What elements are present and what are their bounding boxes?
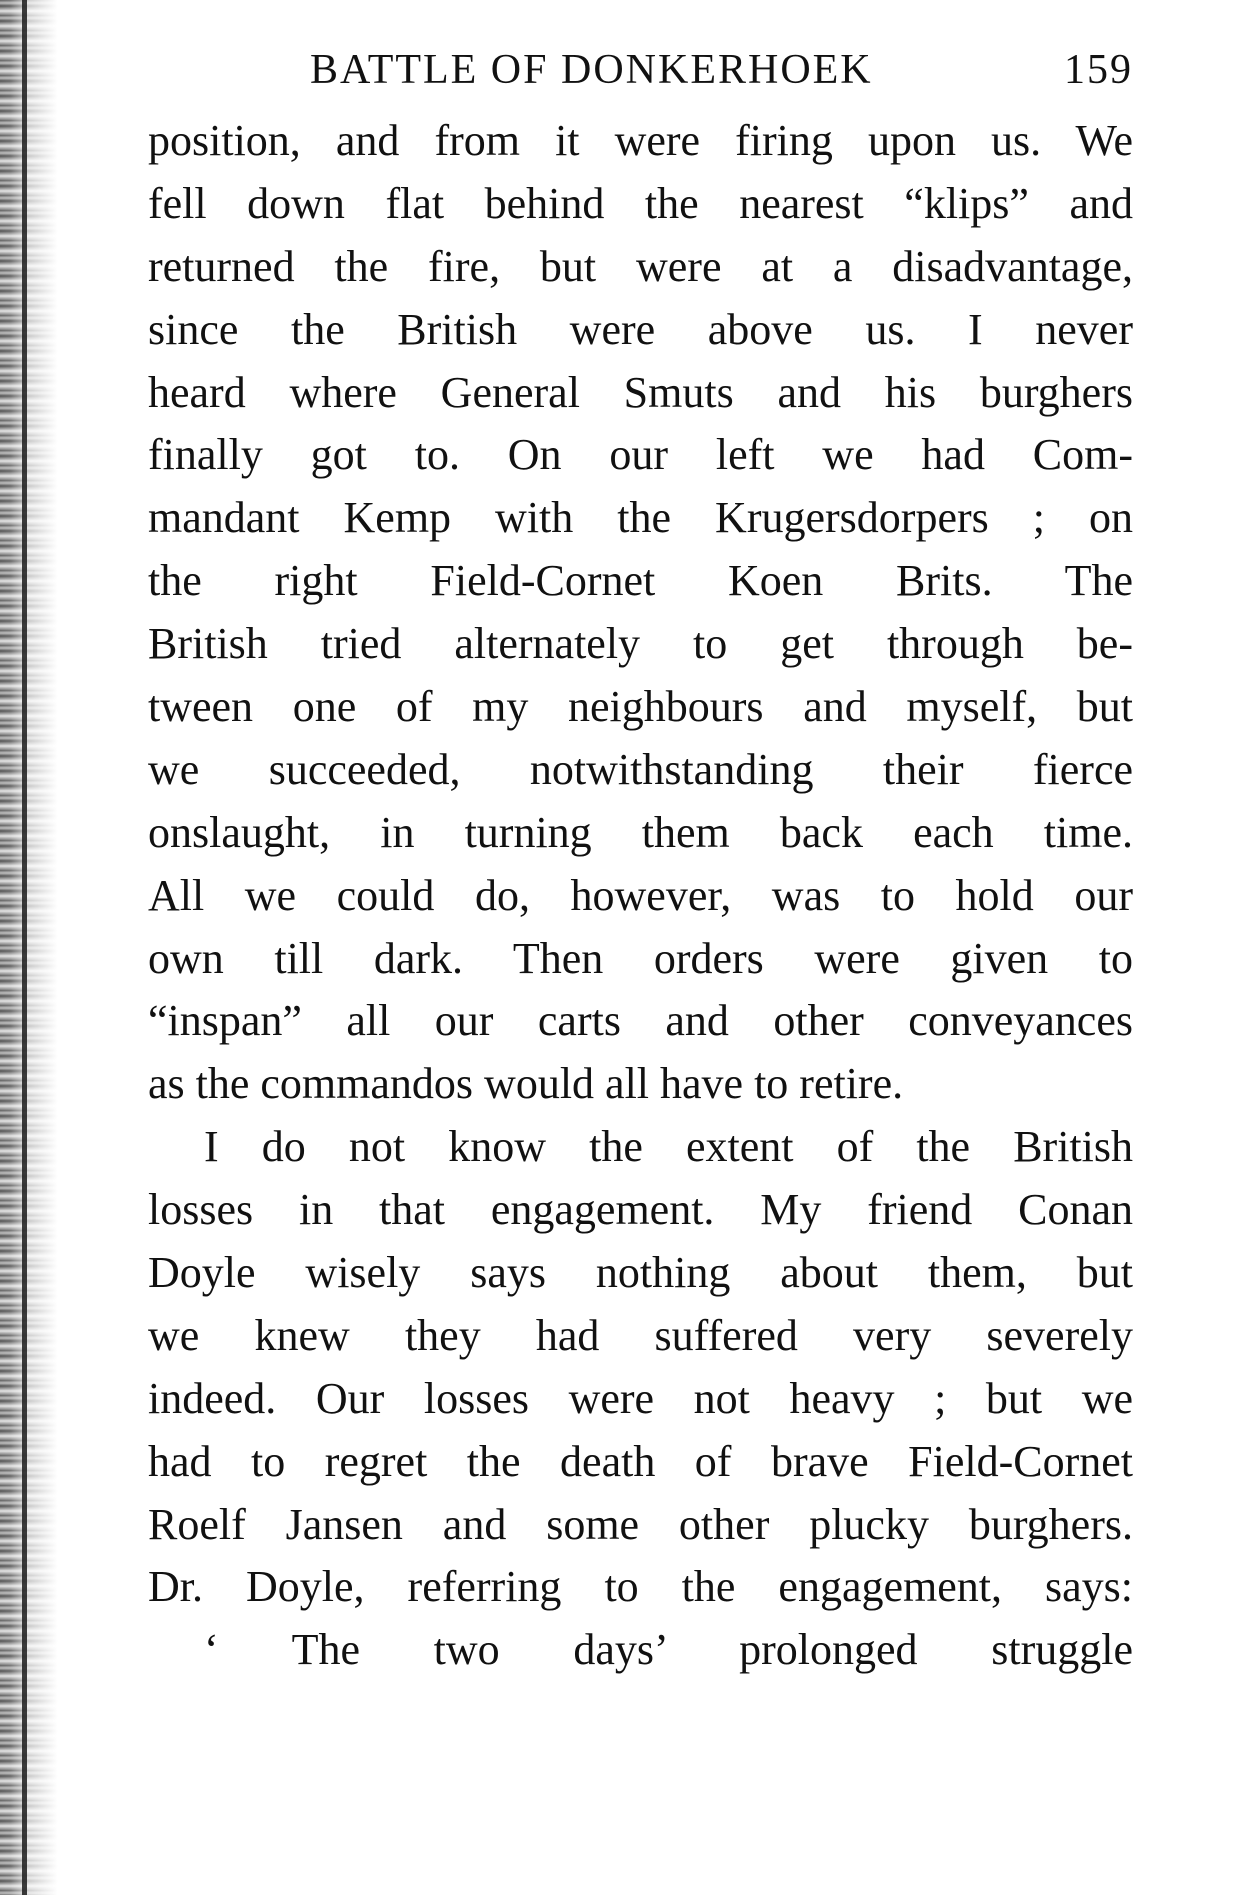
page-number: 159 (1064, 47, 1133, 93)
text-line: position, and from it were firing upon us. We (148, 116, 1133, 165)
text-line: finally got to. On our left we had Com- (148, 430, 1133, 480)
quotation-line: ‘ The two days’ prolonged struggle (204, 1625, 1133, 1675)
text-line: own till dark. Then orders were given to (148, 933, 1133, 983)
scan-binding-edge (22, 0, 27, 1895)
text-line: had to regret the death of brave Field-Cornet (148, 1436, 1133, 1486)
running-title: BATTLE OF DONKERHOEK (310, 47, 873, 93)
text-line: heard where General Smuts and his burghers (148, 367, 1133, 417)
running-head (310, 46, 1133, 106)
body-text (148, 110, 1133, 1682)
text-line: returned the fire, but were at a disadvantage, (148, 241, 1133, 291)
text-line: as the commandos would all have to retire. (148, 1059, 904, 1109)
text-line: Doyle wisely says nothing about them, but (148, 1248, 1133, 1298)
text-line: losses in that engagement. My friend Conan (148, 1185, 1133, 1235)
text-line: “inspan” all our carts and other conveyances (148, 996, 1133, 1046)
scan-gutter-shadow (0, 0, 58, 1895)
text-line: indeed. Our losses were not heavy ; but we (148, 1373, 1133, 1423)
text-line: Dr. Doyle, referring to the engagement, says: (148, 1562, 1133, 1612)
text-line: we succeeded, notwithstanding their fierce (148, 744, 1133, 794)
text-line: Roelf Jansen and some other plucky burghers. (148, 1499, 1133, 1549)
text-line: we knew they had suffered very severely (148, 1310, 1133, 1360)
text-line: All we could do, however, was to hold our (148, 870, 1133, 920)
text-line: the right Field-Cornet Koen Brits. The (148, 556, 1133, 606)
text-line: British tried alternately to get through be- (148, 619, 1133, 669)
text-line: fell down flat behind the nearest “klips” and (148, 178, 1133, 228)
text-line: onslaught, in turning them back each time. (148, 807, 1133, 857)
text-line: tween one of my neighbours and myself, but (148, 682, 1133, 732)
text-line: mandant Kemp with the Krugersdorpers ; on (148, 493, 1133, 543)
text-line: since the British were above us. I never (148, 304, 1133, 354)
paragraph-first-line: I do not know the extent of the British (204, 1122, 1133, 1172)
